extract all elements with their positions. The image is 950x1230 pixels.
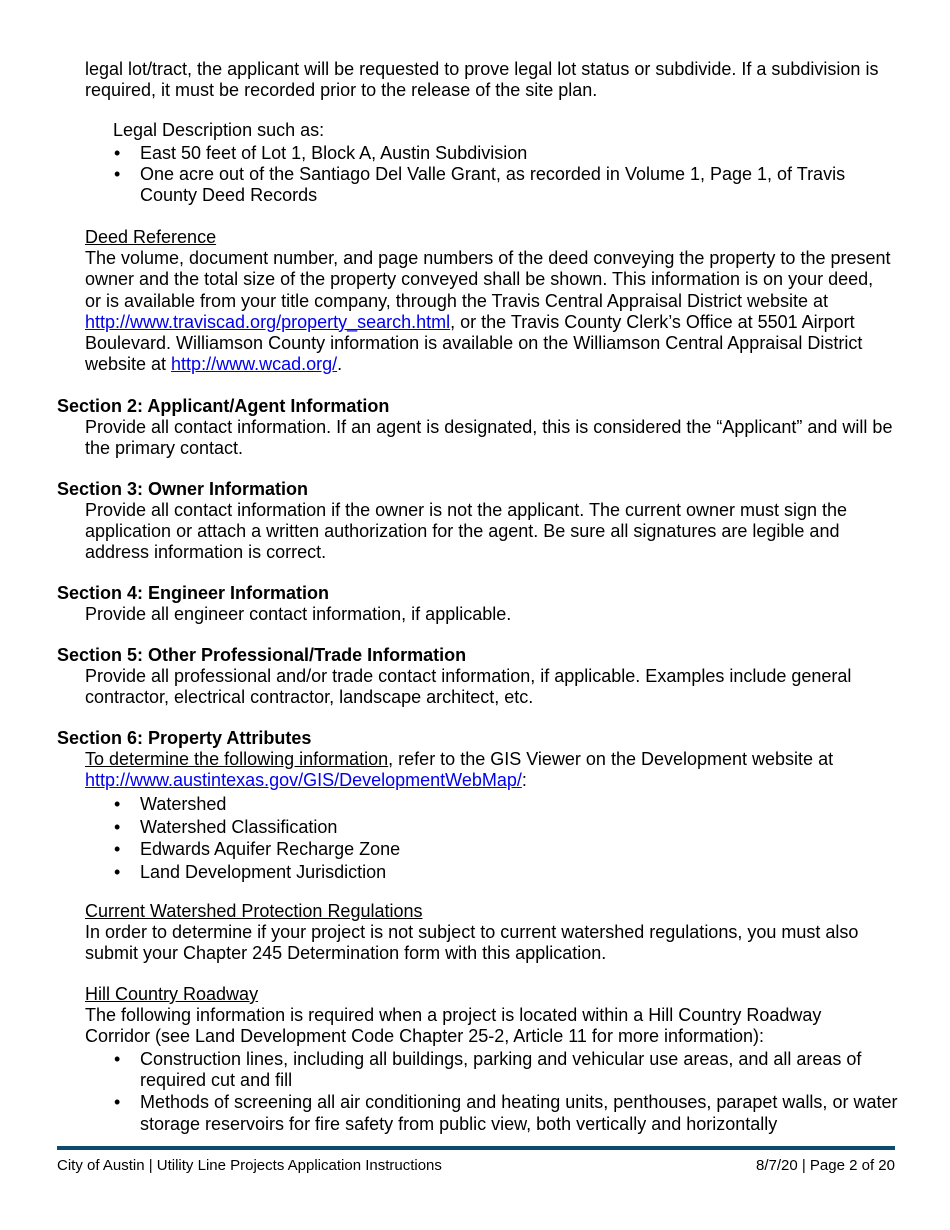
list-item: • East 50 feet of Lot 1, Block A, Austin Subdivision [112, 143, 888, 164]
section-4-text: Provide all engineer contact information, if applicable. [85, 604, 512, 624]
watershed-heading: Current Watershed Protection Regulations [85, 901, 423, 921]
hill-heading: Hill Country Roadway [85, 984, 259, 1004]
footer-left: City of Austin | Utility Line Projects Application Instructions [57, 1157, 442, 1174]
list-item: • One acre out of the Santiago Del Valle Grant, as recorded in Volume 1, Page 1, of Travis County Deed Records [112, 164, 888, 206]
list-item: • Land Development Jurisdiction [112, 861, 812, 884]
watershed-regulations [85, 901, 897, 965]
intro-paragraph [85, 59, 897, 101]
property-attributes-list [112, 793, 812, 883]
section-2-text: Provide all contact information. If an agent is designated, this is considered the “Applicant” and will be the primary contact. [85, 417, 893, 459]
section-5-text: Provide all professional and/or trade contact information, if applicable. Examples include general contractor, electrical contractor, landscape architect, etc. [85, 666, 852, 708]
section-3-text: Provide all contact information if the owner is not the applicant. The current owner must sign the application or attach a written authorization for the agent. Be sure all signatures are legible and address information is correct. [85, 500, 848, 563]
section-6-intro-underlined: To determine the following information [85, 749, 389, 769]
footer-rule [57, 1146, 895, 1150]
list-item: • Methods of screening all air conditioning and heating units, penthouses, parapet walls, or water storage reservoirs for fire safety from public view, both vertically and horizontally [112, 1092, 902, 1134]
section-2-heading: Section 2: Applicant/Agent Information [57, 396, 390, 416]
section-3-heading: Section 3: Owner Information [57, 479, 309, 499]
intro-text: legal lot/tract, the applicant will be requested to prove legal lot status or subdivide. If a subdivision is required, it must be recorded prior to the release of the site plan. [85, 59, 879, 101]
hill-country-list [112, 1049, 902, 1135]
hill-country-roadway [85, 984, 885, 1048]
footer-page-info: 8/7/20 | Page 2 of 20 [755, 1157, 895, 1174]
section-6-intro: To determine the following information, refer to the GIS Viewer on the Development website at http://www.austintexas.gov/GIS/DevelopmentWebMap/: [85, 749, 834, 791]
gis-viewer-link[interactable]: http://www.austintexas.gov/GIS/DevelopmentWebMap/ [85, 770, 522, 791]
section-4-heading: Section 4: Engineer Information [57, 583, 330, 603]
traviscad-link[interactable]: http://www.traviscad.org/property_search.html [85, 311, 451, 332]
list-item: • Edwards Aquifer Recharge Zone [112, 838, 812, 861]
deed-heading: Deed Reference [85, 227, 217, 247]
list-item: • Watershed Classification [112, 816, 812, 839]
hill-text: The following information is required when a project is located within a Hill Country Roadway Corridor (see Land Development Code Chapter 25-2, Article 11 for more information): [85, 1005, 822, 1047]
deed-text: The volume, document number, and page numbers of the deed conveying the property to the present owner and the total size of the property conveyed shall be shown. This information is on your deed, or is available from your title company, through the Travis Central Appraisal District website at http://www.traviscad.org/property_search.html, or the Travis County Clerk’s Office at 5501 Airport Boulevard. Williamson County information is available on the Williamson Central Appraisal District website at http://www.wcad.org/. [85, 248, 891, 375]
list-item: • Watershed [112, 793, 812, 816]
section-6-heading: Section 6: Property Attributes [57, 728, 312, 748]
legal-description-label: Legal Description such as: [113, 120, 325, 140]
wcad-link[interactable]: http://www.wcad.org/ [171, 354, 338, 375]
legal-description-list [112, 143, 888, 207]
section-5-heading: Section 5: Other Professional/Trade Information [57, 645, 467, 665]
watershed-text: In order to determine if your project is not subject to current watershed regulations, you must also submit your Chapter 245 Determination form with this application. [85, 922, 859, 964]
list-item: • Construction lines, including all buildings, parking and vehicular use areas, and all areas of required cut and fill [112, 1049, 902, 1091]
deed-reference [85, 227, 891, 375]
